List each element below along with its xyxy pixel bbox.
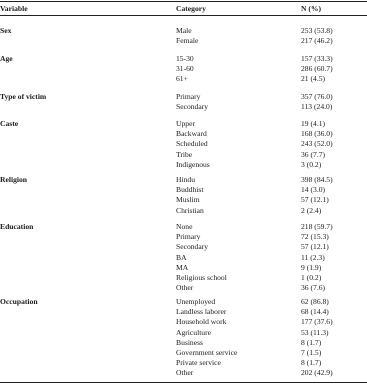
category-cell: Agriculture [176,327,212,337]
table-header-row [0,4,367,14]
group-label: Age [0,54,13,63]
category-cell: Other [176,283,194,293]
category-cell: MA [176,262,189,272]
category-cell: Buddhist [176,185,204,195]
category-cell: Household work [176,317,227,327]
table-row [0,328,367,338]
group-label: Type of victim [0,92,47,101]
table-row [0,338,367,348]
count-cell: 11 (2.3) [301,252,325,262]
table-top-rule [0,1,367,2]
category-cell: Hindu [176,175,195,184]
category-cell: 31-60 [176,64,194,74]
group-type-of-victim [0,92,367,112]
header-variable: Variable [0,4,28,13]
group-label: Occupation [0,297,38,306]
group-label: Education [0,222,34,231]
count-cell: 68 (14.4) [301,307,329,317]
table-row [0,195,367,205]
count-cell: 53 (11.3) [301,327,329,337]
group-religion [0,175,367,216]
category-cell: Tribe [176,149,193,159]
count-cell: 1 (0.2) [301,272,322,282]
table-row [0,206,367,216]
category-cell: Secondary [176,102,209,112]
table-row [0,348,367,358]
table-row [0,368,367,378]
count-cell: 202 (42.9) [301,368,333,378]
category-cell: Upper [176,119,195,128]
category-cell: Secondary [176,242,209,252]
table-row [0,119,367,129]
table-row [0,297,367,307]
count-cell: 8 (1.7) [301,337,322,347]
count-cell: 218 (59.7) [301,222,333,231]
group-sex [0,26,367,46]
count-cell: 253 (53.8) [301,26,333,35]
table-row [0,317,367,327]
count-cell: 357 (76.0) [301,92,333,101]
table-row [0,26,367,36]
count-cell: 8 (1.7) [301,358,322,368]
category-cell: Other [176,368,194,378]
count-cell: 36 (7.7) [301,149,326,159]
count-cell: 21 (4.5) [301,74,326,84]
table-row [0,74,367,84]
table-header-rule [0,15,367,16]
table-row [0,139,367,149]
count-cell: 157 (33.3) [301,54,333,63]
category-cell: Private service [176,358,221,368]
category-cell: 15-30 [176,54,194,63]
table-row [0,232,367,242]
group-education [0,222,367,293]
table-row [0,283,367,293]
header-n-percent: N (%) [301,4,322,13]
table-row [0,222,367,232]
category-cell: Female [176,36,199,46]
category-cell: 61+ [176,74,188,84]
category-cell: Male [176,26,192,35]
category-cell: Government service [176,347,238,357]
category-cell: Primary [176,92,201,101]
category-cell: None [176,222,193,231]
table-row [0,92,367,102]
count-cell: 57 (12.1) [301,195,329,205]
count-cell: 2 (2.4) [301,205,322,215]
table-row [0,273,367,283]
category-cell: Religious school [176,272,227,282]
table-row [0,185,367,195]
count-cell: 57 (12.1) [301,242,329,252]
table-row [0,150,367,160]
table-row [0,160,367,170]
table-row [0,253,367,263]
category-cell: Backward [176,129,207,139]
header-category: Category [176,4,206,13]
category-cell: Unemployed [176,297,216,306]
table-row [0,36,367,46]
count-cell: 19 (4.1) [301,119,326,128]
group-occupation [0,297,367,379]
count-cell: 113 (24.0) [301,102,333,112]
count-cell: 62 (86.8) [301,297,329,306]
count-cell: 14 (3.0) [301,185,326,195]
count-cell: 7 (1.5) [301,347,322,357]
category-cell: Business [176,337,204,347]
category-cell: Scheduled [176,139,208,149]
table-row [0,307,367,317]
table-row [0,64,367,74]
table-row [0,358,367,368]
table-row [0,102,367,112]
group-label: Sex [0,26,12,35]
category-cell: Primary [176,232,201,242]
category-cell: Landless laborer [176,307,227,317]
count-cell: 9 (1.9) [301,262,322,272]
table-row [0,242,367,252]
table-row [0,263,367,273]
count-cell: 72 (15.3) [301,232,329,242]
count-cell: 36 (7.6) [301,283,326,293]
group-label: Religion [0,175,28,184]
group-label: Caste [0,119,19,128]
table-row [0,54,367,64]
count-cell: 168 (36.0) [301,129,333,139]
count-cell: 217 (46.2) [301,36,333,46]
table-row [0,129,367,139]
table-bottom-rule [0,382,367,383]
category-cell: Christian [176,205,204,215]
count-cell: 398 (84.5) [301,175,333,184]
category-cell: Indigenous [176,159,210,169]
category-cell: Muslim [176,195,200,205]
count-cell: 243 (52.0) [301,139,333,149]
count-cell: 286 (60.7) [301,64,333,74]
category-cell: BA [176,252,187,262]
table-row [0,175,367,185]
count-cell: 177 (37.6) [301,317,333,327]
count-cell: 3 (0.2) [301,159,322,169]
group-age [0,54,367,85]
group-caste [0,119,367,170]
